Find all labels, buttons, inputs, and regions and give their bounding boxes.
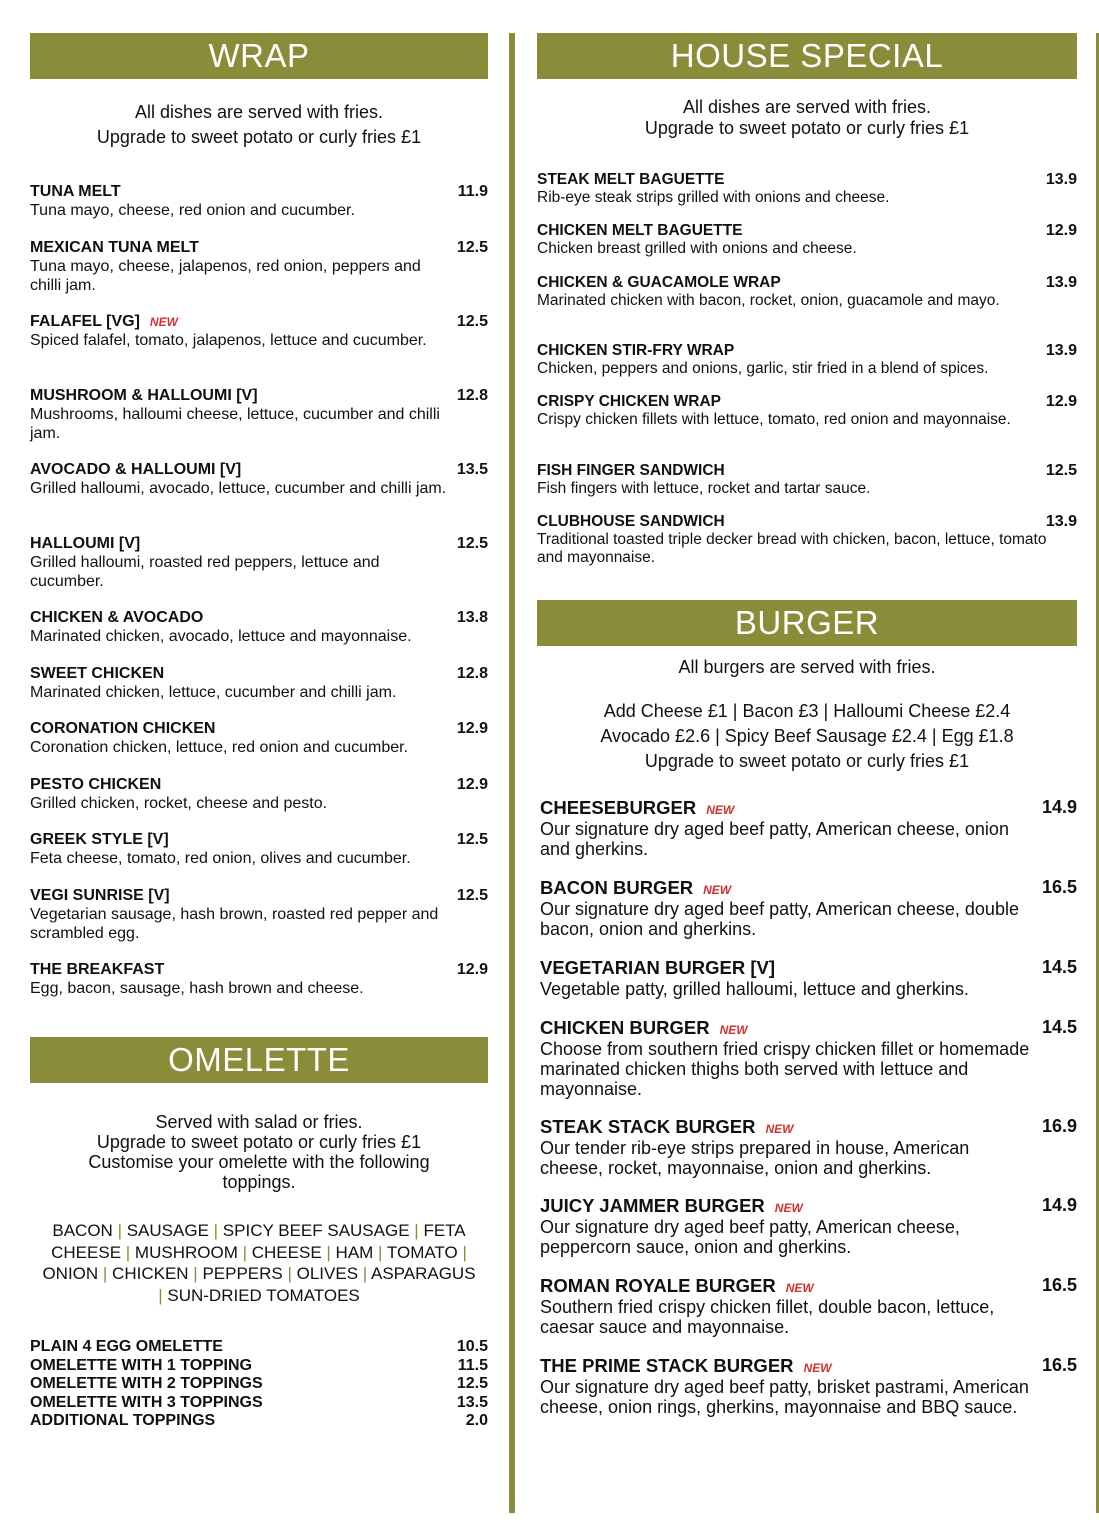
wrap-menu-item xyxy=(30,887,488,943)
left-column xyxy=(30,0,488,1527)
item-price: 12.9 xyxy=(1045,393,1077,410)
house-menu-item xyxy=(537,222,1077,258)
topping: OLIVES xyxy=(296,1264,359,1283)
item-name-text: JUICY JAMMER BURGER xyxy=(540,1195,765,1216)
house-menu-item xyxy=(537,393,1077,429)
item-name-text: THE PRIME STACK BURGER xyxy=(540,1355,794,1376)
omelette-menu-item xyxy=(30,1338,488,1356)
item-name-text: CHICKEN & GUACAMOLE WRAP xyxy=(537,274,781,291)
item-price: 13.5 xyxy=(456,461,488,478)
item-description: Southern fried crispy chicken fillet, double bacon, lettuce, caesar sauce and mayonnaise. xyxy=(540,1297,995,1337)
burger-note: All burgers are served with fries. Add Cheese £1 | Bacon £3 | Halloumi Cheese £2.4 Avocado £2.6 | Spicy Beef Sausage £2.4 | Egg £1.8 Upgrade to sweet potato or curly fries £1 xyxy=(600,657,1014,771)
item-price: 16.9 xyxy=(1041,1116,1077,1136)
item-name-text: MUSHROOM & HALLOUMI [V] xyxy=(30,387,258,404)
burger-menu-item xyxy=(540,1116,1077,1178)
burger-menu-item xyxy=(540,797,1077,859)
topping-separator: | xyxy=(457,1242,467,1262)
item-name xyxy=(537,222,1077,240)
new-badge: NEW xyxy=(785,1281,814,1295)
item-name xyxy=(540,957,1077,979)
topping-separator: | xyxy=(208,1221,223,1240)
item-description: Vegetarian sausage, hash brown, roasted red pepper and scrambled egg. xyxy=(30,906,439,942)
item-name xyxy=(537,342,1077,360)
item-description: Marinated chicken with bacon, rocket, onion, guacamole and mayo. xyxy=(537,292,1000,309)
wrap-menu-item xyxy=(30,831,488,868)
item-price: 12.9 xyxy=(456,776,488,793)
topping: SPICY BEEF SAUSAGE xyxy=(222,1221,410,1240)
item-name-text: THE BREAKFAST xyxy=(30,961,165,978)
toppings-list xyxy=(30,1220,488,1306)
topping: HAM xyxy=(335,1242,374,1262)
omelette-menu-item xyxy=(30,1375,488,1393)
burger-menu-item xyxy=(540,957,1077,999)
item-name xyxy=(30,183,488,201)
item-price: 2.0 xyxy=(465,1412,488,1429)
topping-separator: | xyxy=(282,1264,297,1283)
item-description: Our signature dry aged beef patty, brisket pastrami, American cheese, onion rings, gherkins, mayonnaise and BBQ sauce. xyxy=(540,1377,1029,1417)
item-name-text: GREEK STYLE [V] xyxy=(30,831,169,848)
item-price: 12.8 xyxy=(456,665,488,682)
topping-separator: | xyxy=(237,1242,252,1262)
item-description: Chicken, peppers and onions, garlic, stir fried in a blend of spices. xyxy=(537,360,989,377)
item-description: Vegetable patty, grilled halloumi, lettuce and gherkins. xyxy=(540,979,969,999)
item-description: Grilled halloumi, avocado, lettuce, cucumber and chilli jam. xyxy=(30,480,447,497)
wrap-menu-item xyxy=(30,313,488,350)
item-price: 12.5 xyxy=(456,1375,488,1392)
item-name: PLAIN 4 EGG OMELETTE xyxy=(30,1338,223,1355)
item-name-text: CHICKEN STIR-FRY WRAP xyxy=(537,342,735,359)
item-name xyxy=(540,797,1077,819)
item-name-text: FISH FINGER SANDWICH xyxy=(537,462,725,479)
item-description: Spiced falafel, tomato, jalapenos, lettuce and cucumber. xyxy=(30,332,427,349)
item-price: 12.9 xyxy=(1045,222,1077,239)
new-badge: NEW xyxy=(149,315,178,329)
item-price: 12.9 xyxy=(456,961,488,978)
burger-menu-item xyxy=(540,1195,1077,1257)
item-name xyxy=(540,1275,1077,1297)
item-name-text: FALAFEL [VG] xyxy=(30,313,140,330)
topping-separator: | xyxy=(188,1264,203,1283)
omelette-menu-item xyxy=(30,1412,488,1430)
item-description: Mushrooms, halloumi cheese, lettuce, cucumber and chilli jam. xyxy=(30,406,440,442)
item-price: 13.9 xyxy=(1045,274,1077,291)
item-name xyxy=(30,776,488,794)
new-badge: NEW xyxy=(703,883,732,897)
topping: SUN-DRIED TOMATOES xyxy=(167,1285,360,1305)
item-name xyxy=(30,831,488,849)
right-column xyxy=(537,0,1077,1527)
item-price: 13.9 xyxy=(1045,342,1077,359)
item-name-text: VEGI SUNRISE [V] xyxy=(30,887,170,904)
topping: ASPARAGUS xyxy=(370,1264,476,1283)
item-price: 13.5 xyxy=(456,1393,488,1411)
item-name xyxy=(30,313,488,331)
item-description: Our signature dry aged beef patty, American cheese, onion and gherkins. xyxy=(540,819,1009,859)
item-price: 14.5 xyxy=(1041,1017,1077,1037)
item-name-text: CORONATION CHICKEN xyxy=(30,720,216,737)
topping-separator: | xyxy=(358,1264,371,1283)
wrap-banner: WRAP xyxy=(30,33,488,79)
item-name-text: CHEESEBURGER xyxy=(540,797,697,818)
house-menu-item xyxy=(537,171,1077,207)
topping: BACON xyxy=(52,1221,113,1240)
omelette-note: Served with salad or fries. Upgrade to sweet potato or curly fries £1 Customise your omelette with the following toppings. xyxy=(88,1112,430,1192)
new-badge: NEW xyxy=(803,1361,832,1375)
omelette-menu-item xyxy=(30,1394,488,1412)
item-name xyxy=(537,393,1077,411)
item-description: Coronation chicken, lettuce, red onion and cucumber. xyxy=(30,739,409,756)
topping-separator: | xyxy=(158,1285,168,1305)
house-menu-item xyxy=(537,462,1077,498)
item-price: 12.5 xyxy=(1045,462,1077,479)
item-name xyxy=(30,461,488,479)
burger-menu-item xyxy=(540,1017,1077,1099)
item-name xyxy=(30,239,488,257)
item-price: 10.5 xyxy=(456,1338,488,1355)
item-name-text: CRISPY CHICKEN WRAP xyxy=(537,393,722,410)
wrap-menu-item xyxy=(30,961,488,998)
item-name xyxy=(30,387,488,405)
item-price: 12.5 xyxy=(456,887,488,904)
item-name xyxy=(540,1355,1077,1377)
new-badge: NEW xyxy=(765,1122,794,1136)
item-price: 14.5 xyxy=(1041,957,1077,977)
item-name: ADDITIONAL TOPPINGS xyxy=(30,1412,216,1429)
item-name-text: VEGETARIAN BURGER [V] xyxy=(540,957,776,978)
item-description: Traditional toasted triple decker bread with chicken, bacon, lettuce, tomato and mayonnaise. xyxy=(537,531,1047,566)
wrap-menu-item xyxy=(30,239,488,295)
topping: SAUSAGE xyxy=(126,1221,209,1240)
house-menu-item xyxy=(537,342,1077,378)
item-name-text: BACON BURGER xyxy=(540,877,694,898)
topping-separator: | xyxy=(121,1242,135,1262)
item-name xyxy=(537,462,1077,480)
item-description: Our signature dry aged beef patty, American cheese, double bacon, onion and gherkins. xyxy=(540,899,1019,939)
item-name: OMELETTE WITH 2 TOPPINGS xyxy=(30,1375,263,1392)
item-name xyxy=(30,535,488,553)
item-name-text: MEXICAN TUNA MELT xyxy=(30,239,199,256)
wrap-menu-item xyxy=(30,609,488,646)
house-menu-item xyxy=(537,274,1077,310)
topping-separator: | xyxy=(373,1242,387,1262)
item-name xyxy=(30,720,488,738)
item-name-text: TUNA MELT xyxy=(30,183,121,200)
item-name xyxy=(540,1195,1077,1217)
item-price: 12.5 xyxy=(456,313,488,330)
item-description: Tuna mayo, cheese, red onion and cucumber. xyxy=(30,202,355,219)
item-name xyxy=(540,877,1077,899)
item-name-text: CHICKEN BURGER xyxy=(540,1017,710,1038)
item-name-text: STEAK STACK BURGER xyxy=(540,1116,756,1137)
item-name-text: CHICKEN & AVOCADO xyxy=(30,609,204,626)
omelette-menu-item xyxy=(30,1357,488,1375)
item-name-text: ROMAN ROYALE BURGER xyxy=(540,1275,776,1296)
item-price: 16.5 xyxy=(1041,877,1077,897)
topping: CHICKEN xyxy=(112,1264,189,1283)
item-name-text: SWEET CHICKEN xyxy=(30,665,165,682)
item-price: 13.9 xyxy=(1045,513,1077,530)
item-name-text: STEAK MELT BAGUETTE xyxy=(537,171,725,188)
item-description: Chicken breast grilled with onions and cheese. xyxy=(537,240,857,257)
wrap-menu-item xyxy=(30,720,488,757)
item-description: Grilled chicken, rocket, cheese and pesto. xyxy=(30,795,328,812)
item-name: OMELETTE WITH 3 TOPPINGS xyxy=(30,1393,263,1411)
new-badge: NEW xyxy=(774,1201,803,1215)
new-badge: NEW xyxy=(706,803,735,817)
topping: ONION xyxy=(42,1264,99,1283)
burger-menu-item xyxy=(540,1355,1077,1417)
topping-separator: | xyxy=(321,1242,336,1262)
burger-menu-item xyxy=(540,877,1077,939)
item-description: Fish fingers with lettuce, rocket and tartar sauce. xyxy=(537,480,871,497)
item-price: 13.9 xyxy=(1045,171,1077,188)
topping: MUSHROOM xyxy=(134,1242,238,1262)
wrap-note: All dishes are served with fries. Upgrade to sweet potato or curly fries £1 xyxy=(96,102,422,147)
item-price: 16.5 xyxy=(1041,1355,1077,1375)
item-name xyxy=(537,513,1077,531)
wrap-menu-item xyxy=(30,461,488,498)
topping: PEPPERS xyxy=(202,1264,283,1283)
item-description: Our tender rib-eye strips prepared in house, American cheese, rocket, mayonnaise, onion and gherkins. xyxy=(540,1138,970,1178)
item-price: 16.5 xyxy=(1041,1275,1077,1295)
item-price: 12.8 xyxy=(456,387,488,404)
item-price: 12.5 xyxy=(456,239,488,256)
item-description: Grilled halloumi, roasted red peppers, lettuce and cucumber. xyxy=(30,554,380,590)
item-description: Egg, bacon, sausage, hash brown and cheese. xyxy=(30,980,364,997)
wrap-menu-item xyxy=(30,183,488,220)
item-name-text: CLUBHOUSE SANDWICH xyxy=(537,513,725,530)
burger-menu-item xyxy=(540,1275,1077,1337)
house-menu-item xyxy=(537,513,1077,566)
item-price: 12.5 xyxy=(456,831,488,848)
topping: CHEESE xyxy=(251,1242,322,1262)
item-description: Crispy chicken fillets with lettuce, tomato, red onion and mayonnaise. xyxy=(537,411,1011,428)
item-name xyxy=(537,171,1077,189)
item-price: 13.8 xyxy=(456,609,488,626)
column-divider xyxy=(509,33,515,1513)
item-description: Marinated chicken, avocado, lettuce and mayonnaise. xyxy=(30,628,412,645)
house-special-banner: HOUSE SPECIAL xyxy=(537,33,1077,79)
wrap-menu-item xyxy=(30,535,488,591)
topping: FETA CHEESE xyxy=(51,1221,466,1262)
item-price: 11.5 xyxy=(457,1356,488,1374)
item-name xyxy=(540,1017,1077,1039)
burger-banner: BURGER xyxy=(537,600,1077,646)
item-name xyxy=(537,274,1077,292)
item-name xyxy=(30,961,488,979)
wrap-menu-item xyxy=(30,387,488,443)
item-description: Our signature dry aged beef patty, American cheese, peppercorn sauce, onion and gherkins. xyxy=(540,1217,960,1257)
topping-separator: | xyxy=(409,1221,424,1240)
item-name xyxy=(30,665,488,683)
topping-separator: | xyxy=(98,1264,113,1283)
item-description: Marinated chicken, lettuce, cucumber and chilli jam. xyxy=(30,684,397,701)
item-name-text: PESTO CHICKEN xyxy=(30,776,162,793)
item-price: 11.9 xyxy=(457,183,488,200)
wrap-menu-item xyxy=(30,776,488,813)
item-name xyxy=(540,1116,1077,1138)
item-price: 12.9 xyxy=(456,720,488,737)
item-price: 14.9 xyxy=(1041,1195,1077,1215)
item-name-text: CHICKEN MELT BAGUETTE xyxy=(537,222,743,239)
topping: TOMATO xyxy=(386,1242,458,1262)
omelette-banner: OMELETTE xyxy=(30,1037,488,1083)
wrap-menu-item xyxy=(30,665,488,702)
item-description: Rib-eye steak strips grilled with onions and cheese. xyxy=(537,189,890,206)
item-description: Choose from southern fried crispy chicken fillet or homemade marinated chicken thighs both served with lettuce and mayonnaise. xyxy=(540,1039,1030,1099)
item-description: Feta cheese, tomato, red onion, olives and cucumber. xyxy=(30,850,411,867)
item-name xyxy=(30,887,488,905)
item-name-text: AVOCADO & HALLOUMI [V] xyxy=(30,461,242,478)
item-name-text: HALLOUMI [V] xyxy=(30,535,141,552)
item-name: OMELETTE WITH 1 TOPPING xyxy=(30,1356,252,1374)
item-price: 14.9 xyxy=(1041,797,1077,817)
item-price: 12.5 xyxy=(456,535,488,552)
new-badge: NEW xyxy=(719,1023,748,1037)
item-name xyxy=(30,609,488,627)
house-note: All dishes are served with fries. Upgrade to sweet potato or curly fries £1 xyxy=(644,97,970,138)
topping-separator: | xyxy=(112,1221,127,1240)
item-description: Tuna mayo, cheese, jalapenos, red onion, peppers and chilli jam. xyxy=(30,258,421,294)
